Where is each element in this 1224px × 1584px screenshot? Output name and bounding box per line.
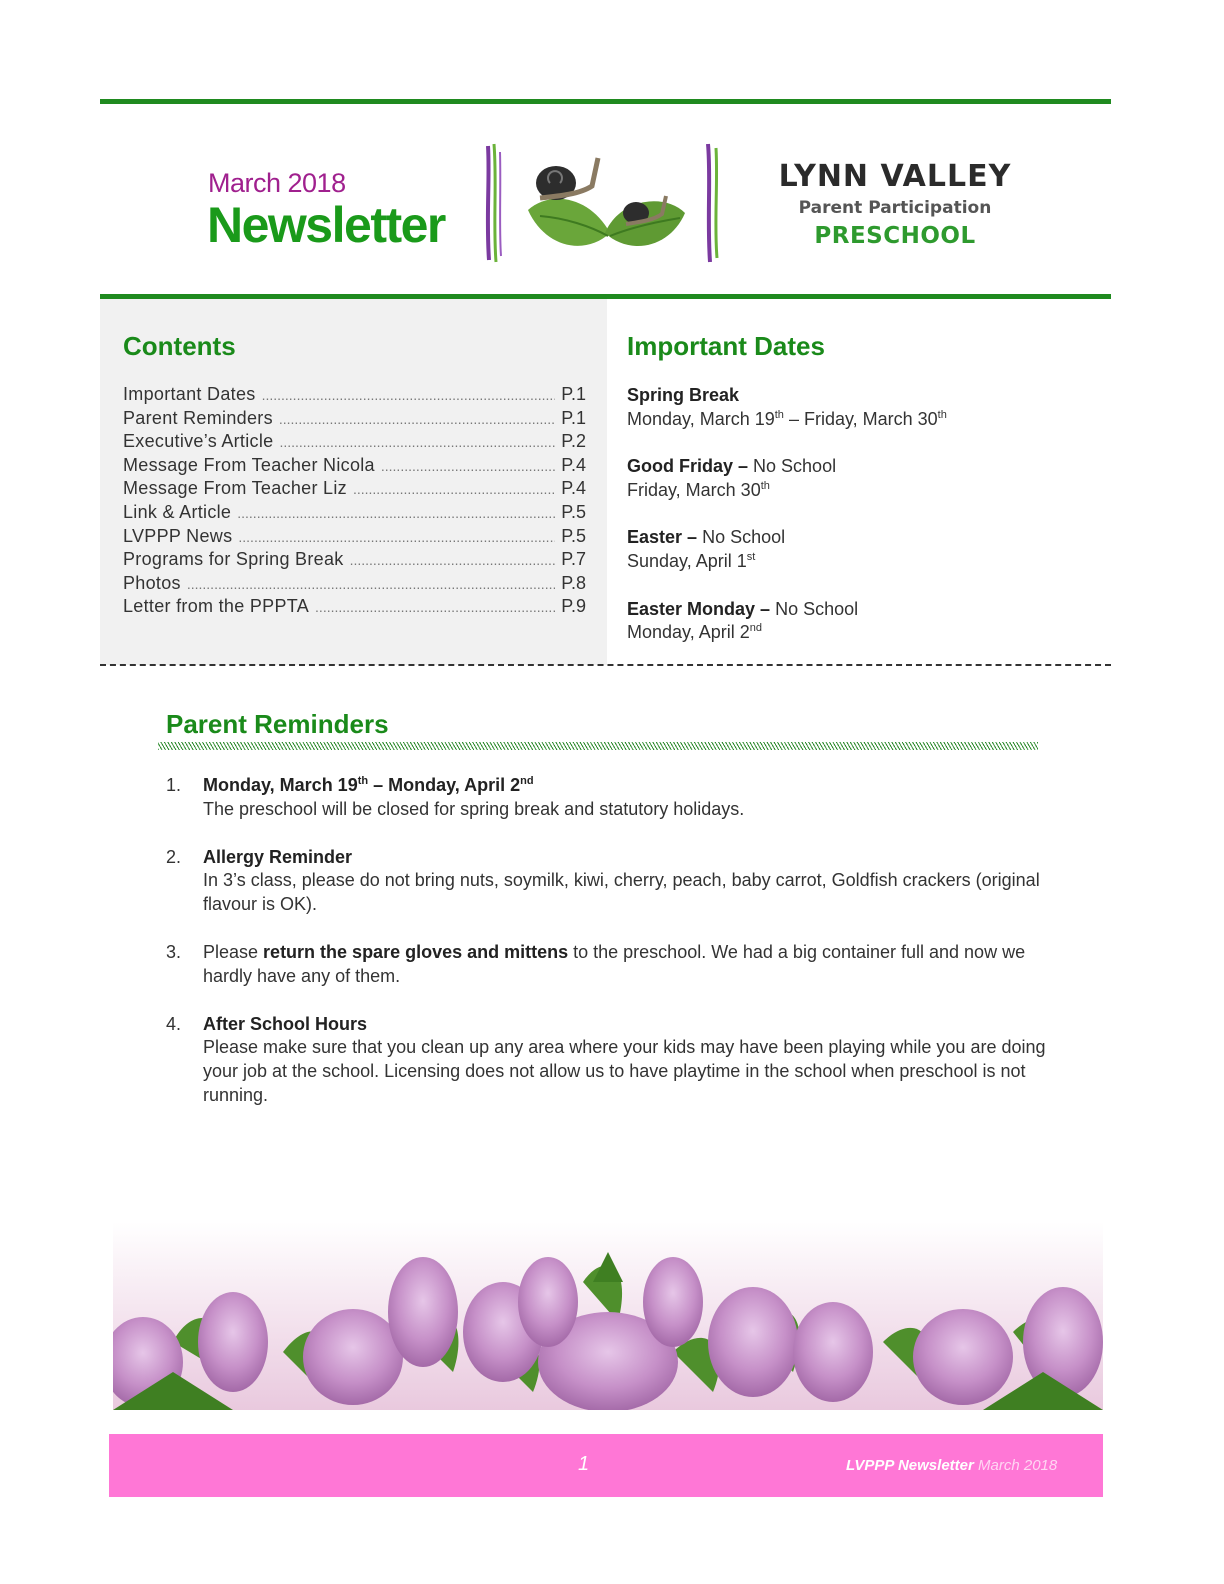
toc-item[interactable]	[123, 478, 586, 502]
toc-leader	[238, 529, 555, 545]
toc-label: Programs for Spring Break	[123, 549, 344, 570]
reminder-text: In 3’s class, please do not bring nuts, soymilk, kiwi, cherry, peach, baby carrot, Goldfish crackers (original flavour is OK).	[203, 870, 1040, 915]
reminder-text: Please	[203, 941, 264, 962]
toc-page: P.5	[561, 525, 586, 546]
reminder-title: After School Hours	[203, 1013, 368, 1034]
reminder-number: 3.	[166, 941, 182, 962]
toc-item[interactable]	[123, 573, 586, 597]
toc-page: P.4	[561, 454, 586, 475]
toc-item[interactable]	[123, 455, 586, 479]
reminder-text: to the preschool. We had a big container full and now we hardly have any of them.	[203, 941, 1026, 986]
reminder-body	[203, 1013, 1056, 1108]
brand-logo-text	[770, 158, 1020, 252]
toc-item[interactable]	[123, 431, 586, 455]
toc-label: Important Dates	[123, 384, 256, 404]
reminder-item	[166, 774, 1056, 822]
toc-item[interactable]	[123, 549, 586, 573]
toc-page: P.5	[561, 501, 586, 522]
toc-page: P.1	[561, 384, 586, 404]
dashed-divider	[100, 664, 1111, 666]
reminder-number: 4.	[166, 1013, 182, 1034]
contents-list	[123, 384, 586, 620]
date-title: Easter Monday –	[627, 598, 771, 619]
date-text: Monday, March 19	[627, 408, 775, 429]
toc-label: Link & Article	[123, 501, 232, 522]
reminder-item	[166, 941, 1056, 989]
brand-line-name: LYNN VALLEY	[778, 159, 1012, 194]
toc-leader	[279, 411, 555, 427]
reminder-emphasis: return the spare gloves and mittens	[263, 941, 569, 962]
toc-leader	[381, 458, 555, 474]
toc-leader	[279, 434, 555, 450]
toc-item[interactable]	[123, 408, 586, 432]
reminder-title: Monday, March 19	[203, 775, 358, 795]
date-title: Easter –	[627, 527, 698, 548]
date-entry-easter-monday	[627, 598, 1087, 645]
toc-label: LVPPP News	[123, 525, 233, 546]
parent-reminders-heading: Parent Reminders	[166, 709, 389, 739]
reminder-suffix: th	[357, 775, 369, 787]
footer-date: March 2018	[978, 1457, 1058, 1474]
toc-page: P.1	[561, 407, 586, 428]
reminder-text: Please make sure that you clean up any area where your kids may have been playing while you are doing your job at the school. Licensing does not allow us to have playtime in the school when preschool is not running.	[203, 1037, 1046, 1105]
reminder-body	[203, 941, 1056, 989]
date-suffix: st	[746, 550, 756, 563]
date-entry-spring-break	[627, 384, 1087, 431]
date-text: – Friday, March 30	[783, 408, 938, 429]
toc-label: Parent Reminders	[123, 407, 273, 428]
date-text: Monday, April 2	[627, 622, 750, 643]
reminder-body	[203, 846, 1056, 917]
footer-brand	[846, 1457, 1057, 1474]
right-brush-stripes-icon	[708, 144, 717, 262]
date-text: Sunday, April 1	[627, 550, 747, 571]
toc-label: Executive’s Article	[123, 431, 274, 452]
important-dates-heading: Important Dates	[627, 331, 825, 361]
toc-leader	[353, 481, 555, 497]
reminders-list	[166, 774, 1056, 1132]
toc-leader	[262, 387, 556, 403]
page-number: 1	[578, 1453, 590, 1475]
toc-leader	[187, 576, 555, 592]
toc-item[interactable]	[123, 384, 586, 408]
toc-label: Message From Teacher Liz	[123, 478, 347, 499]
toc-page: P.9	[561, 596, 586, 617]
important-dates-list	[627, 384, 1087, 669]
reminder-number: 2.	[166, 846, 182, 867]
toc-page: P.7	[561, 549, 586, 570]
toc-label: Photos	[123, 572, 181, 593]
date-note: No School	[770, 598, 859, 619]
toc-label: Letter from the PPPTA	[123, 596, 310, 617]
date-suffix: th	[760, 479, 770, 492]
reminder-body	[203, 774, 1056, 822]
reminder-number: 1.	[166, 775, 182, 795]
date-suffix: th	[774, 408, 784, 421]
toc-leader	[315, 599, 555, 615]
top-rule	[100, 99, 1111, 104]
newsletter-title: Newsletter	[207, 197, 445, 253]
reminder-item	[166, 1013, 1056, 1108]
brand-line-subtitle: Parent Participation	[798, 198, 992, 218]
reminder-title: – Monday, April 2	[368, 775, 521, 795]
toc-page: P.8	[561, 572, 586, 593]
snails-on-leaves-icon	[480, 138, 730, 268]
issue-date: March 2018	[208, 168, 346, 198]
toc-item[interactable]	[123, 502, 586, 526]
date-note: No School	[697, 527, 786, 548]
date-entry-easter	[627, 526, 1087, 573]
date-text: Friday, March 30	[627, 479, 761, 500]
date-title: Good Friday –	[627, 456, 749, 477]
date-entry-good-friday	[627, 455, 1087, 502]
reminder-suffix: nd	[520, 775, 534, 787]
toc-item[interactable]	[123, 596, 586, 620]
left-brush-stripes-icon	[488, 144, 501, 262]
brand-line-preschool: PRESCHOOL	[814, 223, 976, 249]
reminder-title: Allergy Reminder	[203, 846, 353, 867]
toc-page: P.2	[561, 431, 586, 452]
date-note: No School	[748, 456, 837, 477]
lilac-flowers-icon	[113, 1222, 1103, 1410]
date-title: Spring Break	[627, 385, 740, 405]
toc-label: Message From Teacher Nicola	[123, 454, 375, 475]
footer-brand-name: LVPPP Newsletter	[846, 1457, 974, 1474]
reminder-text: The preschool will be closed for spring break and statutory holidays.	[203, 798, 745, 819]
reminder-item	[166, 846, 1056, 917]
toc-leader	[350, 552, 556, 568]
date-suffix: nd	[749, 622, 762, 635]
date-suffix: th	[937, 408, 947, 421]
toc-page: P.4	[561, 478, 586, 499]
toc-item[interactable]	[123, 526, 586, 550]
contents-heading: Contents	[123, 331, 236, 361]
hatched-underline	[158, 742, 1038, 750]
toc-leader	[237, 505, 555, 521]
